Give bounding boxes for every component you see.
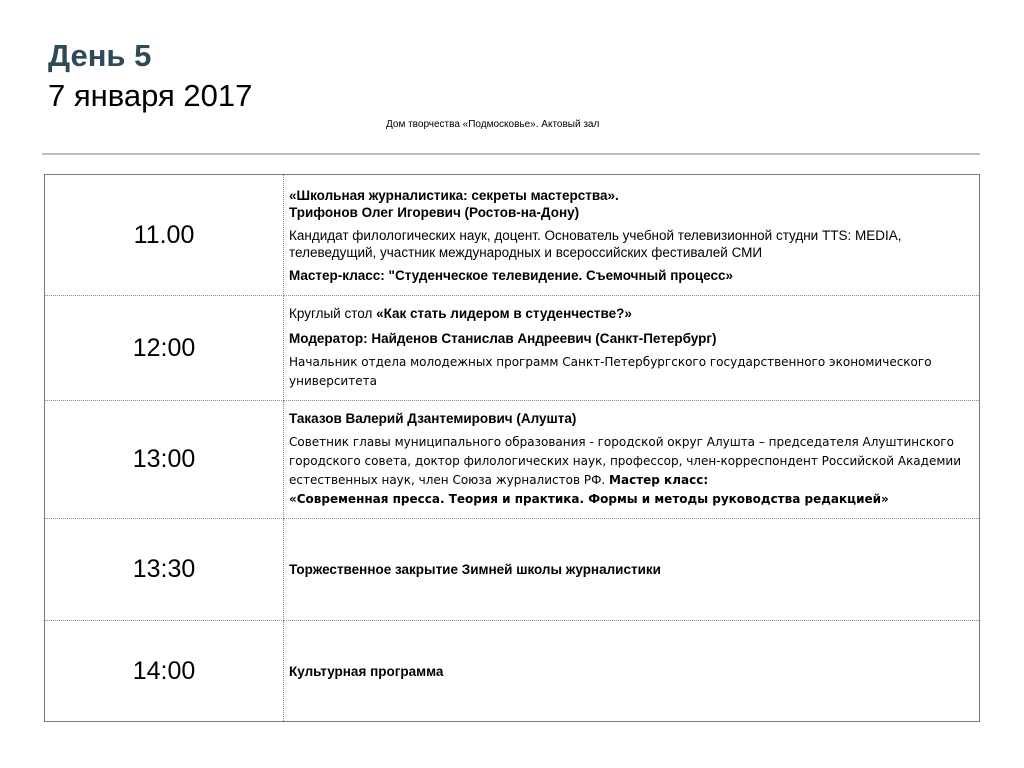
time-cell: 13:00 xyxy=(45,401,284,519)
speaker-bio xyxy=(289,433,973,509)
moderator-bio: Начальник отдела молодежных программ Санкт-Петербургского государственного экономического университета xyxy=(289,355,932,388)
table-row xyxy=(45,519,980,621)
time-cell: 12:00 xyxy=(45,296,284,401)
event-cell: Торжественное закрытие Зимней школы журналистики xyxy=(284,519,980,621)
venue-label: Дом творчества «Подмосковье». Актовый зал xyxy=(386,119,600,130)
speaker-bio-text: Советник главы муниципального образования - городской округ Алушта – председателя Алуштинского городского совета, доктор филологических наук, профессор, член-корреспондент Российской Академии естественных наук, член Союза журналистов РФ. xyxy=(289,435,961,487)
speaker-bio: Кандидат филологических наук, доцент. Основатель учебной телевизионной студни TTS: MEDIA, телеведущий, участник международных и всероссийских фестивалей СМИ xyxy=(289,227,902,260)
moderator-name: Модератор: Найденов Станислав Андреевич (Санкт-Петербург) xyxy=(289,331,717,346)
day-label: День 5 xyxy=(48,38,152,73)
description-cell xyxy=(284,296,980,401)
table-row xyxy=(45,401,980,519)
session-title: «Школьная журналистика: секреты мастерства». xyxy=(289,187,619,203)
time-cell: 14:00 xyxy=(45,621,284,722)
time-cell: 11.00 xyxy=(45,175,284,296)
masterclass-label: Мастер класс: xyxy=(609,473,709,487)
speaker-name: Трифонов Олег Игоревич (Ростов-на-Дону) xyxy=(289,204,580,220)
masterclass-title: Мастер-класс: "Студенческое телевидение. Съемочный процесс» xyxy=(289,267,733,283)
masterclass-title: «Современная пресса. Теория и практика. Формы и методы руководства редакцией» xyxy=(289,492,889,506)
schedule-table xyxy=(44,174,980,722)
description-cell xyxy=(284,401,980,519)
time-cell: 13:30 xyxy=(45,519,284,621)
description-cell xyxy=(284,175,980,296)
roundtable-prefix: Круглый стол xyxy=(289,306,377,321)
event-cell: Культурная программа xyxy=(289,663,444,679)
table-row xyxy=(45,296,980,401)
divider xyxy=(42,153,980,155)
page-title xyxy=(48,36,252,116)
speaker-name: Таказов Валерий Дзантемирович (Алушта) xyxy=(289,411,577,426)
roundtable-line xyxy=(289,305,973,322)
table-row xyxy=(45,175,980,296)
date-label: 7 января 2017 xyxy=(48,78,253,113)
session-title: «Как стать лидером в студенчестве?» xyxy=(376,306,632,321)
table-row xyxy=(45,621,980,722)
